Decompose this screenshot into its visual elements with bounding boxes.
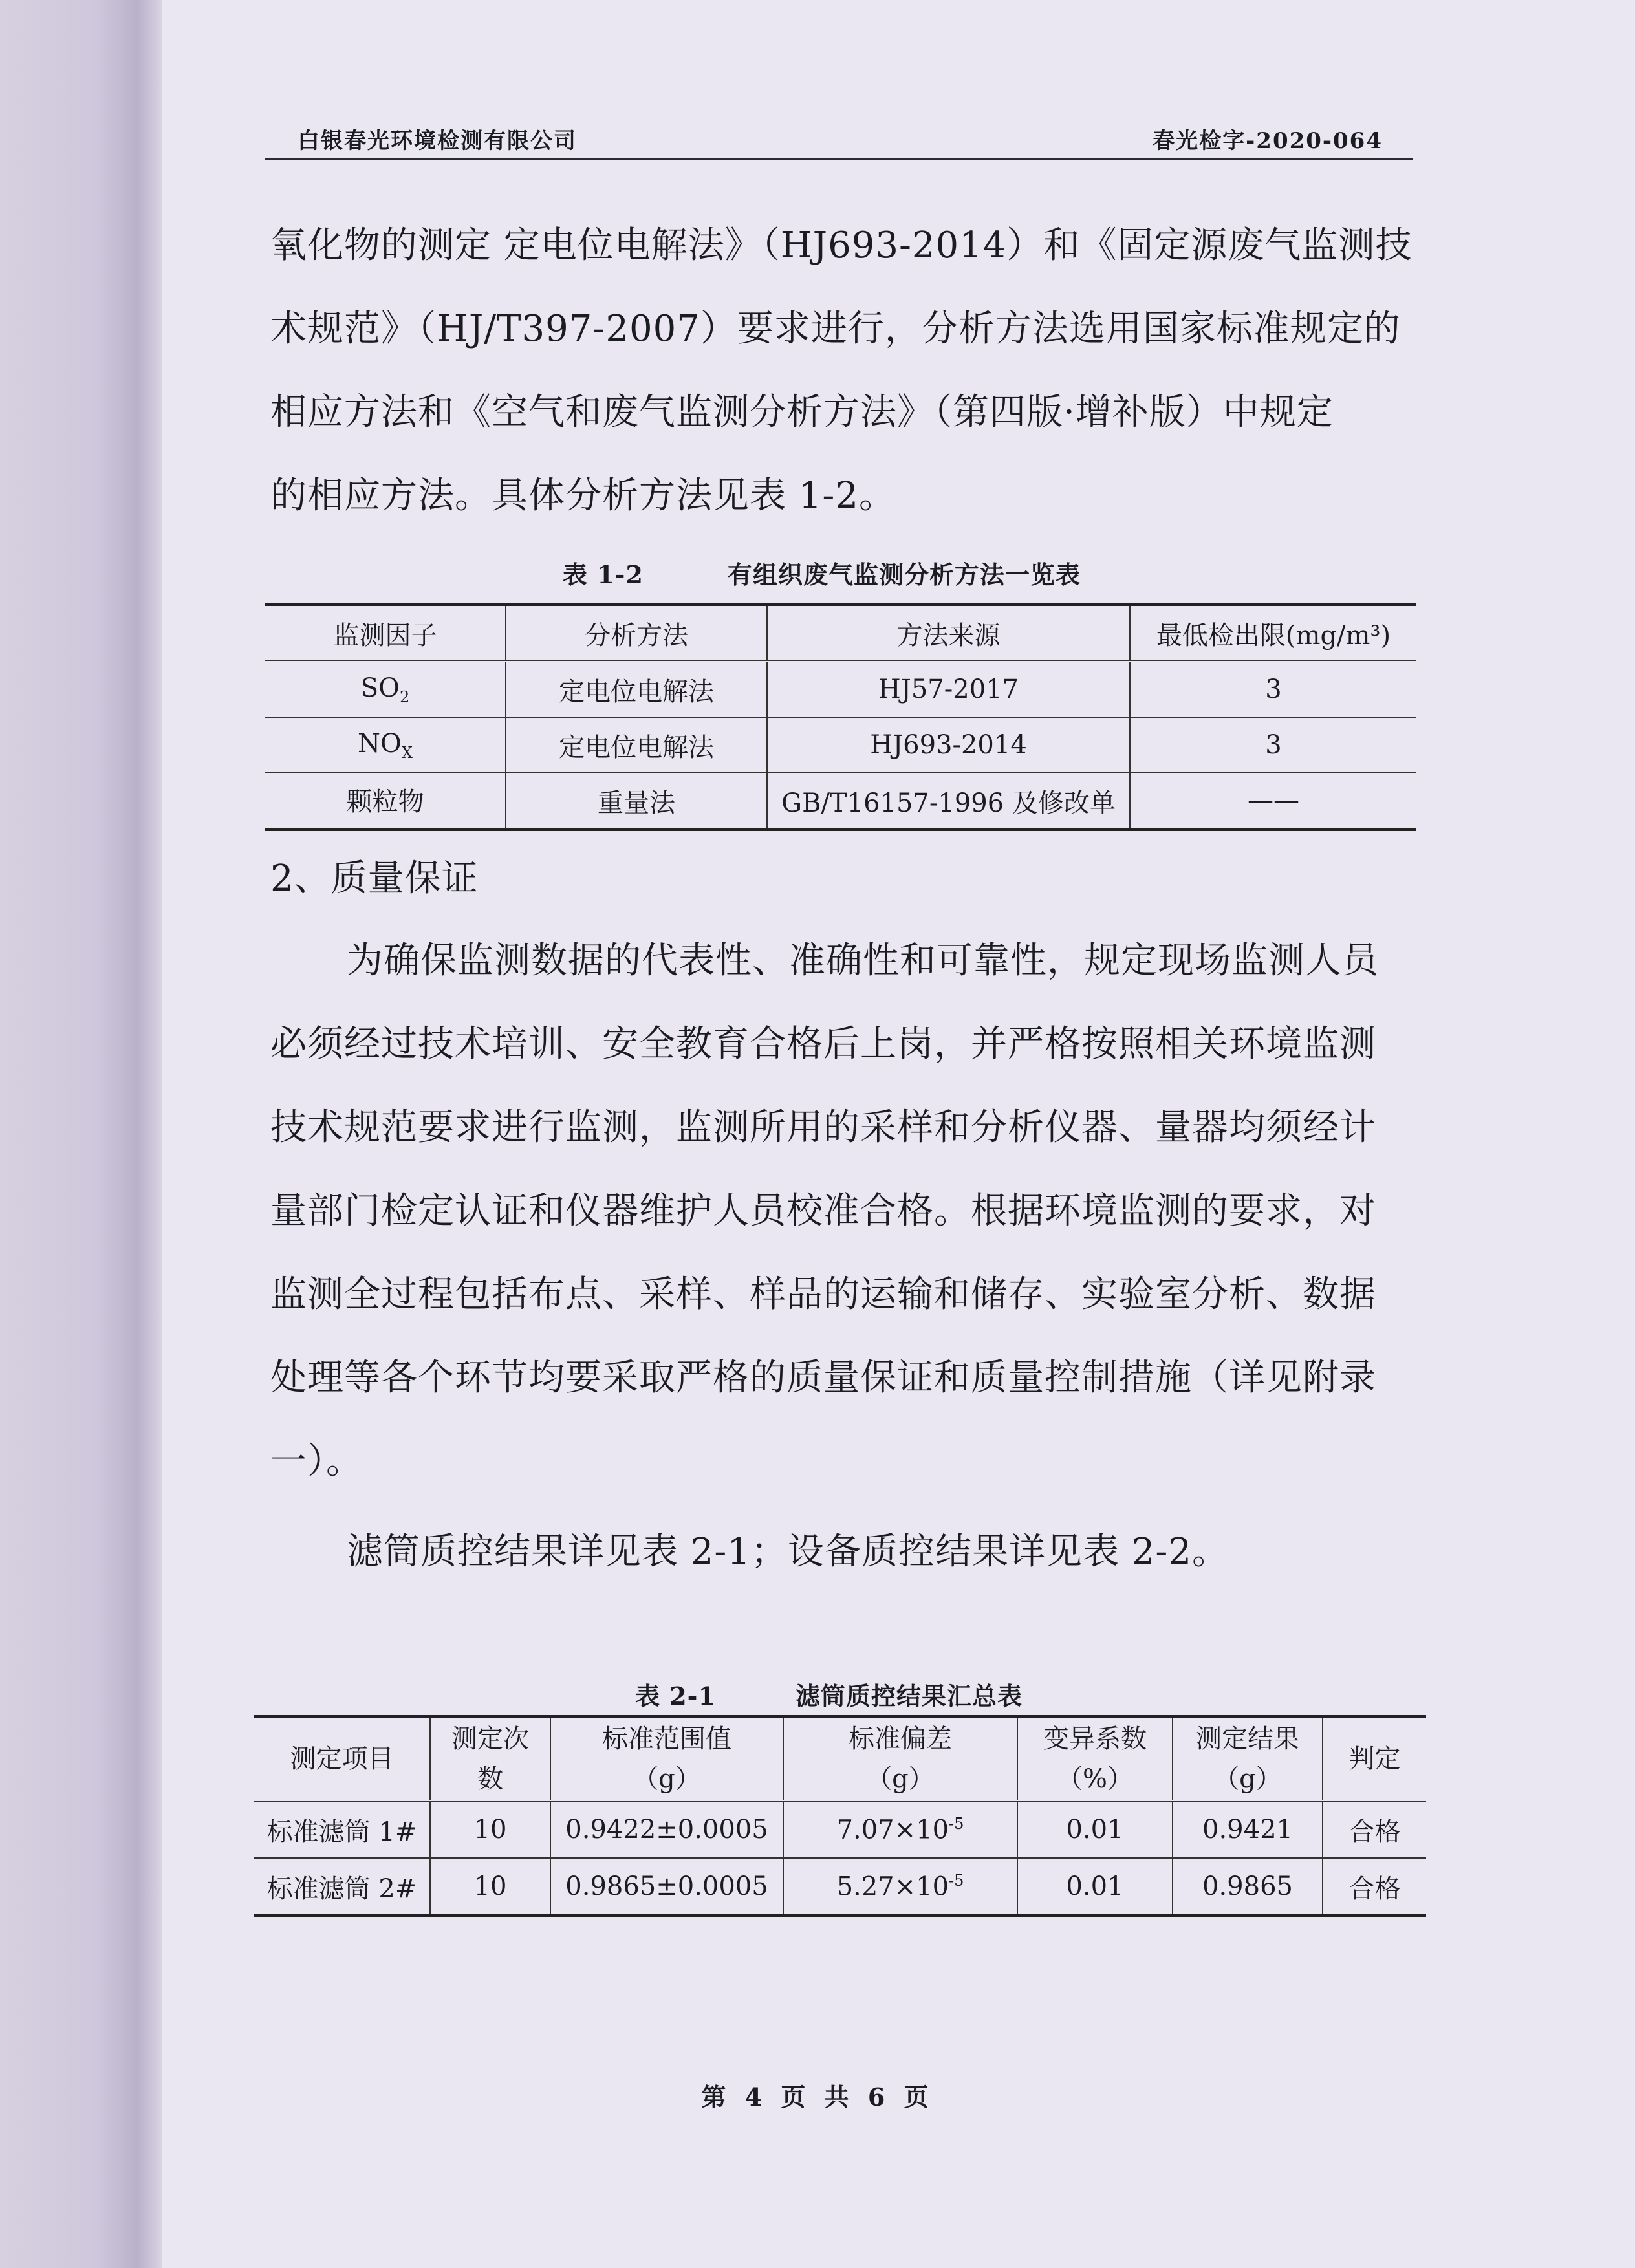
method-cell: 定电位电解法 bbox=[506, 717, 767, 773]
column-header: 最低检出限(mg/m³) bbox=[1130, 605, 1416, 662]
qa-line: 必须经过技术培训、安全教育合格后上岗，并严格按照相关环境监测 bbox=[270, 1023, 1376, 1065]
table-header-row bbox=[254, 1717, 1426, 1801]
table-row bbox=[265, 662, 1416, 718]
result-cell: 0.9421 bbox=[1173, 1801, 1323, 1859]
limit-cell: 3 bbox=[1130, 662, 1416, 718]
filter-qc-table bbox=[254, 1715, 1426, 1917]
verdict-cell: 合格 bbox=[1323, 1801, 1426, 1859]
qc-sentence: 滤筒质控结果详见表 2-1；设备质控结果详见表 2-2。 bbox=[347, 1531, 1229, 1573]
column-header: 分析方法 bbox=[506, 605, 767, 662]
page-number: 第 4 页 共 6 页 bbox=[701, 2082, 934, 2111]
table-2-1-number: 表 2-1 bbox=[635, 1681, 716, 1711]
table-2-1-title: 滤筒质控结果汇总表 bbox=[796, 1681, 1023, 1711]
factor-cell: $SO_2$ bbox=[265, 662, 506, 718]
qa-line: 一）。 bbox=[270, 1440, 363, 1482]
range-cell: 0.9865±0.0005 bbox=[550, 1858, 783, 1916]
qa-line: 监测全过程包括布点、采样、样品的运输和储存、实验室分析、数据 bbox=[270, 1273, 1376, 1315]
intro-line: 相应方法和《空气和废气监测分析方法》（第四版·增补版）中规定 bbox=[270, 391, 1334, 433]
column-header: 测定次 数 bbox=[430, 1717, 550, 1801]
verdict-cell: 合格 bbox=[1323, 1858, 1426, 1916]
source-cell: GB/T16157-1996 及修改单 bbox=[767, 773, 1130, 830]
factor-cell: 颗粒物 bbox=[265, 773, 506, 830]
column-header: 变异系数 （%） bbox=[1017, 1717, 1173, 1801]
column-header: 判定 bbox=[1323, 1717, 1426, 1801]
column-header: 标准范围值 （g） bbox=[550, 1717, 783, 1801]
red-seal-fragment bbox=[1577, 873, 1635, 1145]
section-heading: 2、质量保证 bbox=[270, 858, 479, 900]
method-cell: 重量法 bbox=[506, 773, 767, 830]
result-cell: 0.9865 bbox=[1173, 1858, 1323, 1916]
binding-edge bbox=[0, 0, 162, 2268]
table-row bbox=[265, 717, 1416, 773]
intro-line: 术规范》（HJ/T397-2007）要求进行，分析方法选用国家标准规定的 bbox=[270, 308, 1401, 350]
header-company: 白银春光环境检测有限公司 bbox=[298, 128, 577, 154]
cv-cell: 0.01 bbox=[1017, 1858, 1173, 1916]
qa-line: 技术规范要求进行监测，监测所用的采样和分析仪器、量器均须经计 bbox=[270, 1107, 1376, 1149]
qa-paragraph bbox=[270, 919, 1422, 1503]
item-cell: 标准滤筒 1# bbox=[254, 1801, 430, 1859]
analysis-methods-table bbox=[265, 603, 1416, 831]
column-header: 测定结果 （g） bbox=[1173, 1717, 1323, 1801]
qa-line: 量部门检定认证和仪器维护人员校准合格。根据环境监测的要求，对 bbox=[270, 1190, 1376, 1232]
factor-cell: $NO_X$ bbox=[265, 717, 506, 773]
table-row bbox=[254, 1801, 1426, 1859]
limit-cell: 3 bbox=[1130, 717, 1416, 773]
sd-cell: $5.27\times 10^{-5}$ bbox=[783, 1858, 1017, 1916]
table-row bbox=[265, 773, 1416, 830]
table-header-row bbox=[265, 605, 1416, 662]
intro-line: 的相应方法。具体分析方法见表 1-2。 bbox=[270, 475, 896, 517]
cv-cell: 0.01 bbox=[1017, 1801, 1173, 1859]
table-1-2-number: 表 1-2 bbox=[563, 560, 644, 589]
method-cell: 定电位电解法 bbox=[506, 662, 767, 718]
table-row bbox=[254, 1858, 1426, 1916]
intro-paragraph bbox=[270, 204, 1422, 537]
column-header: 监测因子 bbox=[265, 605, 506, 662]
intro-line: 氧化物的测定 定电位电解法》（HJ693-2014）和《固定源废气监测技 bbox=[270, 224, 1413, 266]
count-cell: 10 bbox=[430, 1858, 550, 1916]
column-header: 测定项目 bbox=[290, 1744, 394, 1774]
header-rule bbox=[265, 158, 1413, 160]
qa-line: 处理等各个环节均要采取严格的质量保证和质量控制措施（详见附录 bbox=[270, 1357, 1376, 1399]
column-header: 方法来源 bbox=[767, 605, 1130, 662]
limit-cell: —— bbox=[1130, 773, 1416, 830]
range-cell: 0.9422±0.0005 bbox=[550, 1801, 783, 1859]
count-cell: 10 bbox=[430, 1801, 550, 1859]
header-report-number: 春光检字-2020-064 bbox=[1153, 128, 1383, 154]
item-cell: 标准滤筒 2# bbox=[254, 1858, 430, 1916]
sd-cell: $7.07\times 10^{-5}$ bbox=[783, 1801, 1017, 1859]
table-1-2-title: 有组织废气监测分析方法一览表 bbox=[728, 560, 1081, 589]
source-cell: HJ57-2017 bbox=[767, 662, 1130, 718]
column-header: 标准偏差 （g） bbox=[783, 1717, 1017, 1801]
source-cell: HJ693-2014 bbox=[767, 717, 1130, 773]
qa-line: 为确保监测数据的代表性、准确性和可靠性，规定现场监测人员 bbox=[347, 940, 1379, 982]
